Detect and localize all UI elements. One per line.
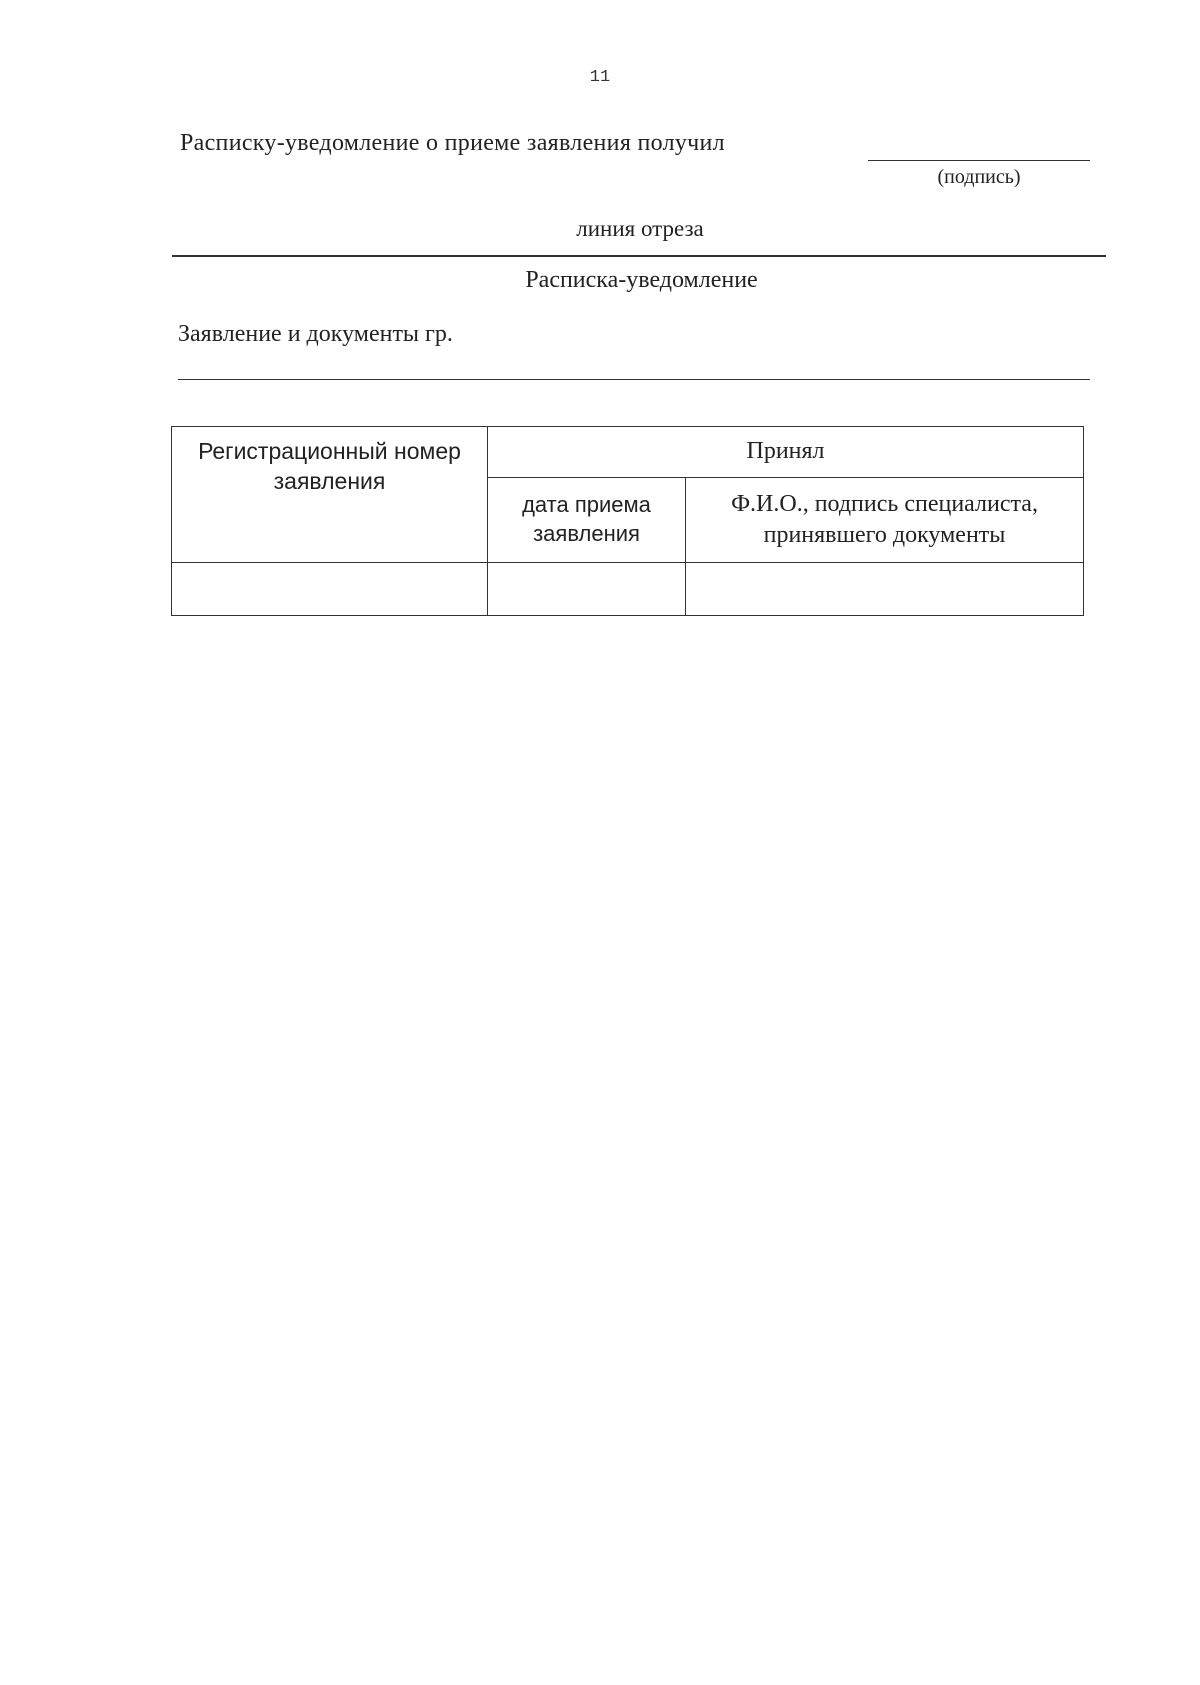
specialist-header: Ф.И.О., подпись специалиста, принявшего документы	[686, 478, 1084, 563]
accepted-header: Принял	[488, 427, 1084, 478]
notice-title: Расписка-уведомление	[525, 267, 758, 293]
table-row	[172, 563, 1084, 616]
signature-line	[868, 160, 1090, 161]
receipt-acknowledgement-text: Расписку-уведомление о приеме заявления получил	[180, 130, 725, 156]
applicant-name-line	[178, 379, 1090, 380]
reg-number-header: Регистрационный номер заявления	[172, 427, 488, 563]
date-cell	[488, 563, 686, 616]
cut-line	[172, 255, 1106, 257]
receipt-table	[171, 426, 1084, 616]
specialist-cell	[686, 563, 1084, 616]
applicant-text: Заявление и документы гр.	[178, 321, 453, 347]
date-header: дата приема заявления	[488, 478, 686, 563]
signature-caption: (подпись)	[937, 166, 1021, 188]
table-header-row	[172, 427, 1084, 478]
reg-number-cell	[172, 563, 488, 616]
page-number: 11	[589, 68, 611, 87]
cut-line-caption: линия отреза	[576, 216, 704, 241]
